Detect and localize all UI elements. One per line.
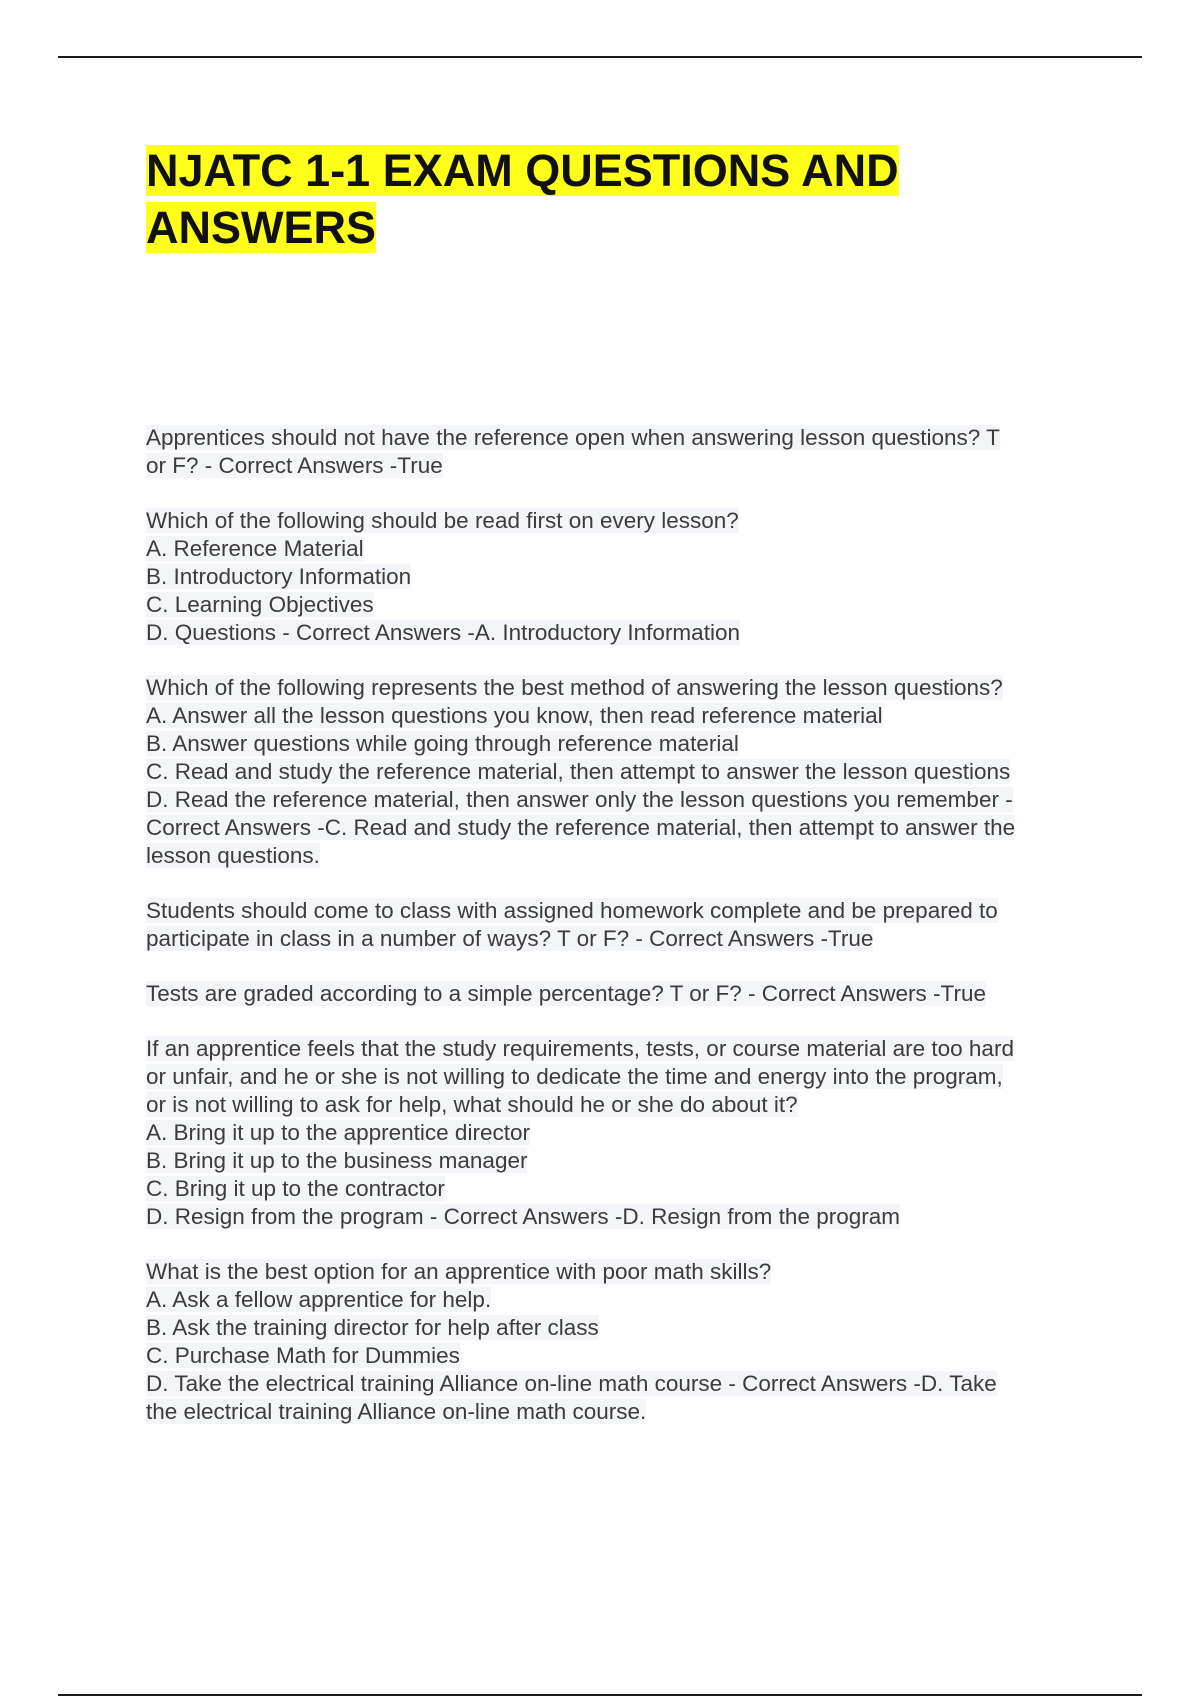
question-line bbox=[146, 814, 1086, 842]
question-block bbox=[146, 980, 1086, 1008]
question-line bbox=[146, 1035, 1086, 1063]
question-line bbox=[146, 674, 1086, 702]
question-line bbox=[146, 1175, 1086, 1203]
question-line bbox=[146, 535, 1086, 563]
qa-list bbox=[146, 424, 1086, 1453]
question-block bbox=[146, 424, 1086, 480]
question-line bbox=[146, 1398, 1086, 1426]
question-line bbox=[146, 925, 1086, 953]
question-line-text: Which of the following represents the best method of answering the lesson questions? bbox=[146, 675, 1003, 700]
question-line-text: B. Introductory Information bbox=[146, 564, 412, 589]
question-line bbox=[146, 1091, 1086, 1119]
question-block bbox=[146, 1035, 1086, 1231]
question-line bbox=[146, 619, 1086, 647]
question-line-text: A. Answer all the lesson questions you know, then read reference material bbox=[146, 703, 883, 728]
question-line-text: If an apprentice feels that the study requirements, tests, or course material are too hard bbox=[146, 1036, 1014, 1061]
question-line bbox=[146, 1063, 1086, 1091]
question-line bbox=[146, 842, 1086, 870]
question-line bbox=[146, 1314, 1086, 1342]
question-line-text: C. Bring it up to the contractor bbox=[146, 1176, 445, 1201]
question-line-text: Correct Answers -C. Read and study the reference material, then attempt to answer the bbox=[146, 815, 1016, 840]
question-line bbox=[146, 1286, 1086, 1314]
question-line bbox=[146, 1203, 1086, 1231]
top-rule bbox=[58, 56, 1142, 58]
question-line bbox=[146, 1119, 1086, 1147]
question-line-text: Students should come to class with assigned homework complete and be prepared to bbox=[146, 898, 998, 923]
question-line bbox=[146, 1258, 1086, 1286]
question-line bbox=[146, 1342, 1086, 1370]
question-line bbox=[146, 980, 1086, 1008]
question-line-text: C. Purchase Math for Dummies bbox=[146, 1343, 460, 1368]
question-line-text: the electrical training Alliance on-line math course. bbox=[146, 1399, 647, 1424]
question-line bbox=[146, 507, 1086, 535]
question-line-text: What is the best option for an apprentice with poor math skills? bbox=[146, 1259, 772, 1284]
question-line-text: D. Questions - Correct Answers -A. Introductory Information bbox=[146, 620, 740, 645]
question-line-text: C. Read and study the reference material, then attempt to answer the lesson questions bbox=[146, 759, 1011, 784]
question-block bbox=[146, 897, 1086, 953]
question-line bbox=[146, 730, 1086, 758]
question-line-text: lesson questions. bbox=[146, 843, 320, 868]
question-block bbox=[146, 674, 1086, 870]
question-line-text: A. Ask a fellow apprentice for help. bbox=[146, 1287, 492, 1312]
question-line-text: B. Ask the training director for help after class bbox=[146, 1315, 599, 1340]
question-line bbox=[146, 758, 1086, 786]
question-line bbox=[146, 702, 1086, 730]
question-line bbox=[146, 786, 1086, 814]
question-line-text: A. Bring it up to the apprentice director bbox=[146, 1120, 530, 1145]
title-line-1: NJATC 1-1 EXAM QUESTIONS AND bbox=[146, 145, 899, 196]
question-line-text: B. Bring it up to the business manager bbox=[146, 1148, 528, 1173]
question-block bbox=[146, 1258, 1086, 1426]
question-line-text: B. Answer questions while going through reference material bbox=[146, 731, 739, 756]
question-line-text: Apprentices should not have the reference open when answering lesson questions? T bbox=[146, 425, 1000, 450]
question-line-text: D. Take the electrical training Alliance on-line math course - Correct Answers -D. Take bbox=[146, 1371, 997, 1396]
question-line-text: C. Learning Objectives bbox=[146, 592, 374, 617]
question-line bbox=[146, 452, 1086, 480]
question-line bbox=[146, 1370, 1086, 1398]
bottom-rule bbox=[58, 1694, 1142, 1696]
question-line-text: D. Read the reference material, then answer only the lesson questions you remember - bbox=[146, 787, 1013, 812]
question-line-text: or F? - Correct Answers -True bbox=[146, 453, 443, 478]
title-line-2: ANSWERS bbox=[146, 202, 377, 253]
question-line bbox=[146, 1147, 1086, 1175]
question-line-text: or unfair, and he or she is not willing to dedicate the time and energy into the program, bbox=[146, 1064, 1003, 1089]
question-line bbox=[146, 591, 1086, 619]
question-line-text: Tests are graded according to a simple percentage? T or F? - Correct Answers -True bbox=[146, 981, 986, 1006]
document-title bbox=[146, 142, 1046, 256]
question-line-text: D. Resign from the program - Correct Answers -D. Resign from the program bbox=[146, 1204, 900, 1229]
question-line-text: or is not willing to ask for help, what should he or she do about it? bbox=[146, 1092, 798, 1117]
question-block bbox=[146, 507, 1086, 647]
question-line-text: Which of the following should be read first on every lesson? bbox=[146, 508, 739, 533]
question-line bbox=[146, 897, 1086, 925]
question-line-text: participate in class in a number of ways? T or F? - Correct Answers -True bbox=[146, 926, 874, 951]
question-line-text: A. Reference Material bbox=[146, 536, 364, 561]
question-line bbox=[146, 563, 1086, 591]
question-line bbox=[146, 424, 1086, 452]
